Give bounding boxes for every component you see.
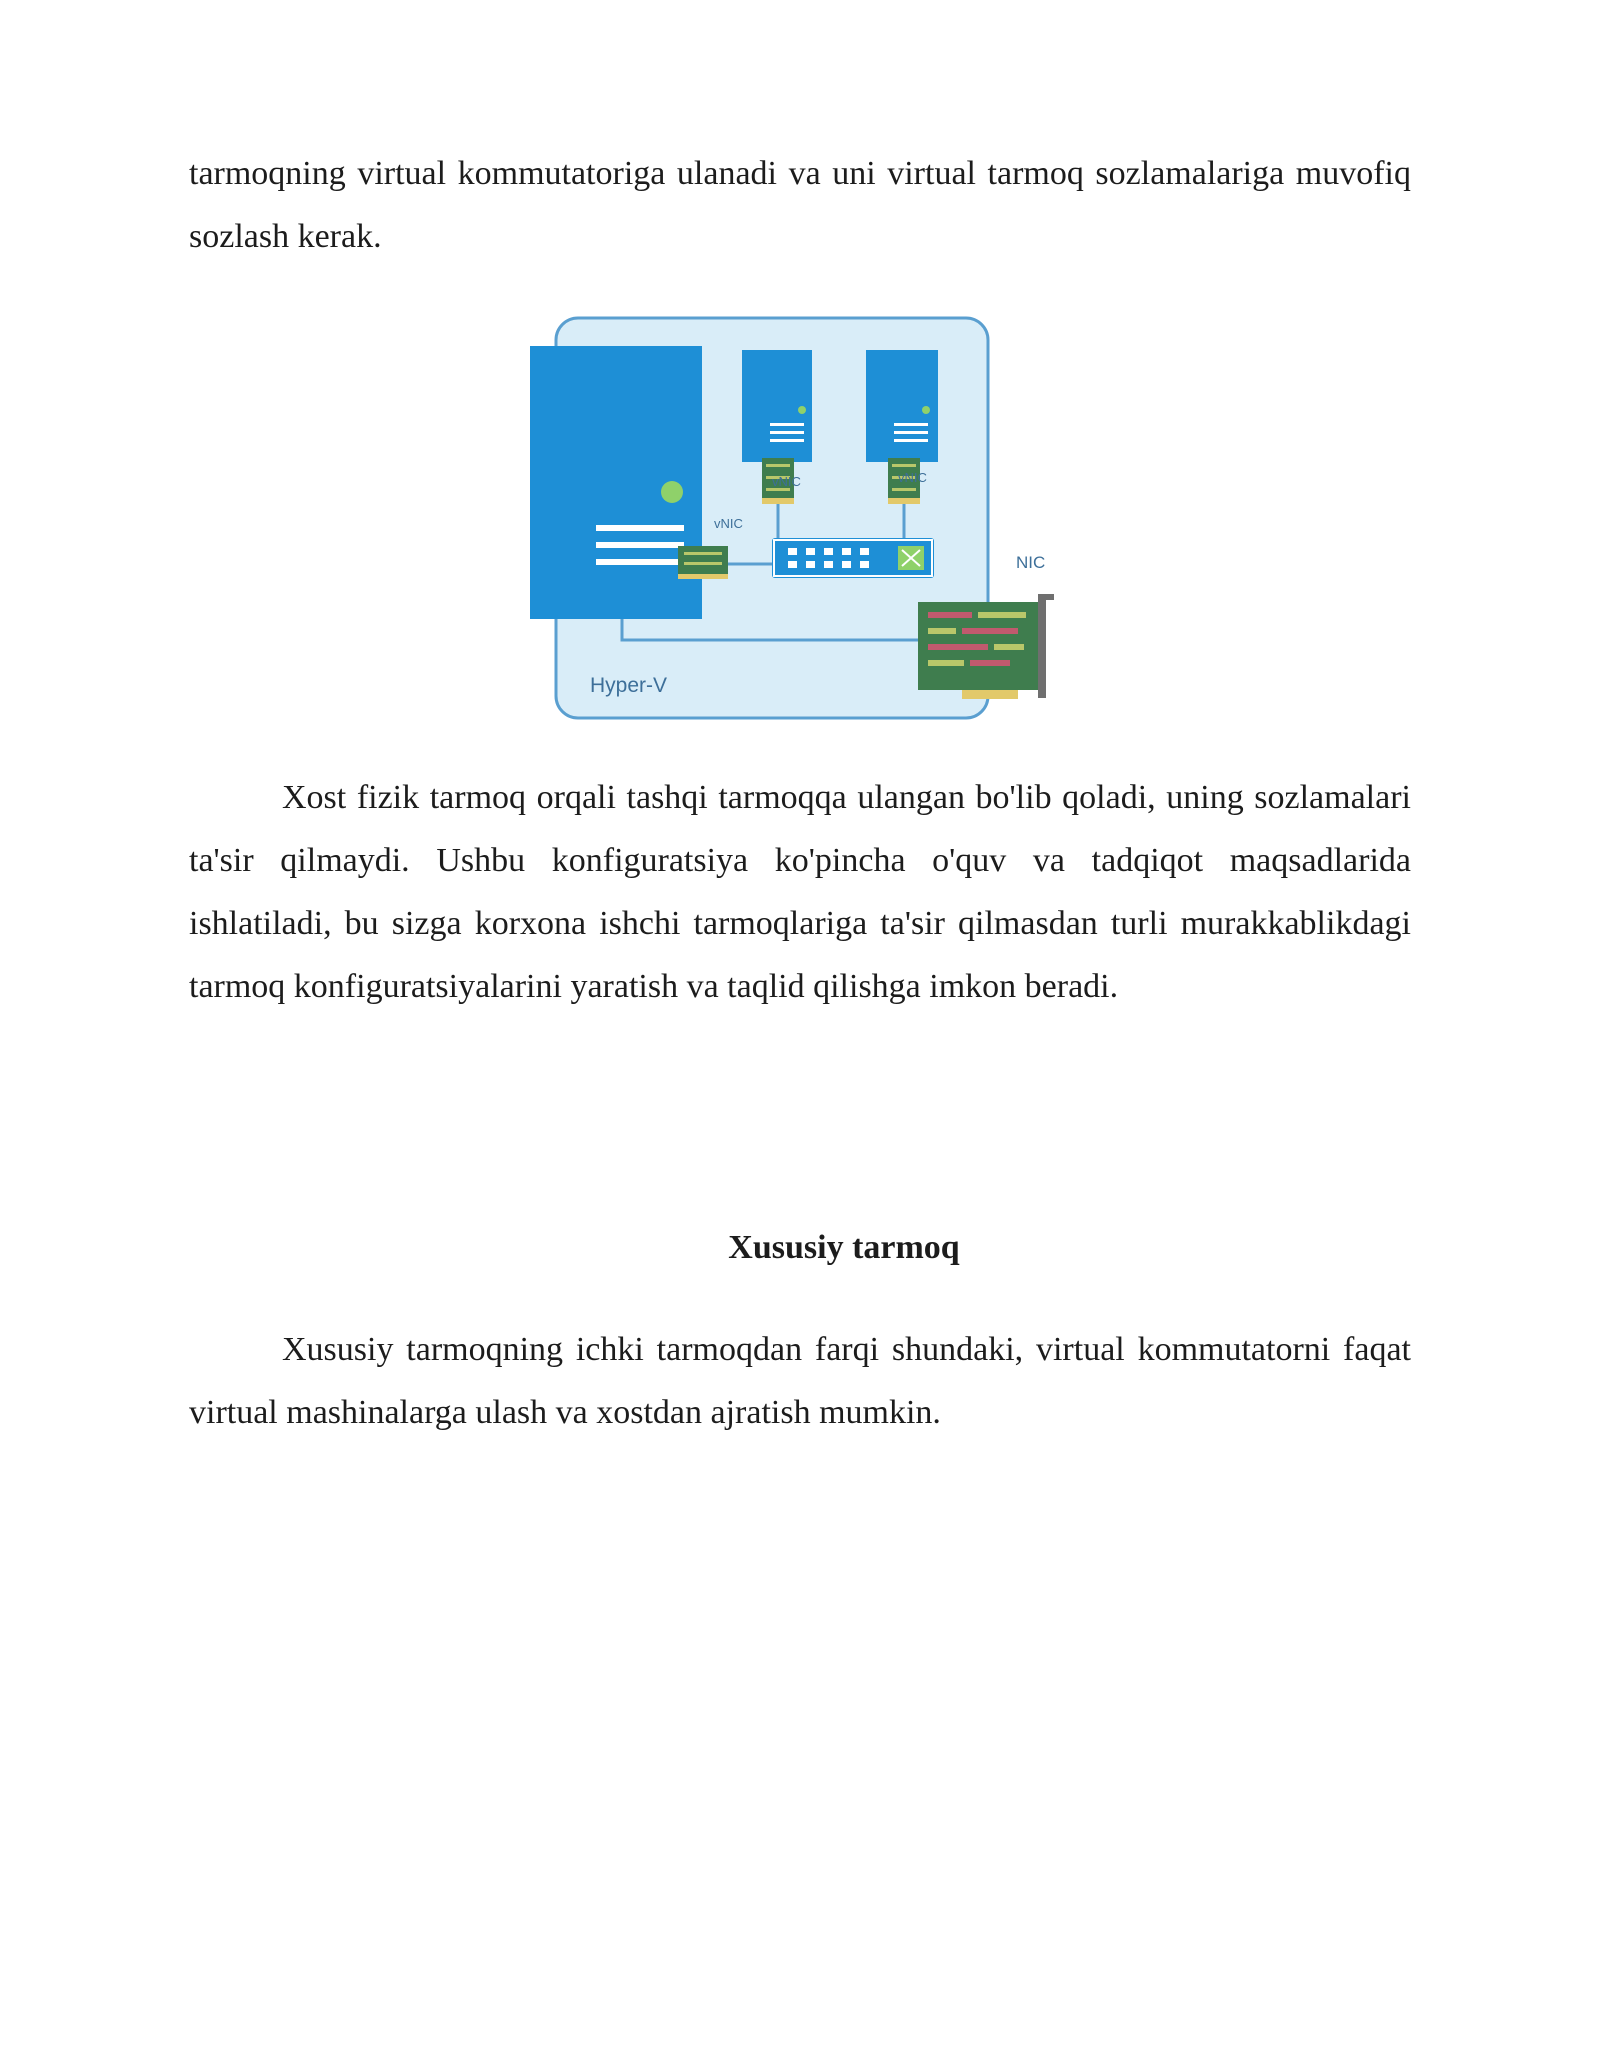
vnic-label: vNIC: [772, 474, 801, 489]
virtual-machine-icon: [742, 350, 812, 462]
hyper-v-label: Hyper-V: [590, 674, 668, 697]
virtual-machine-icon: [866, 350, 938, 462]
hyper-v-network-diagram: [526, 310, 1064, 728]
paragraph-private-network: Xususiy tarmoqning ichki tarmoqdan farqi shundaki, virtual kommutatorni faqat virtual mashinalarga ulash va xostdan ajratish mumkin.: [189, 1331, 1411, 1431]
paragraph-intro: tarmoqning virtual kommutatoriga ulanadi va uni virtual tarmoq sozlamalariga muvofiq sozlash kerak.: [189, 155, 1411, 255]
paragraph-external-network: Xost fizik tarmoq orqali tashqi tarmoqqa ulangan bo'lib qoladi, uning sozlamalari ta'sir qilmaydi. Ushbu konfiguratsiya ko'pincha o'quv va tadqiqot maqsadlarida ishlatiladi, bu sizga korxona ishchi tarmoqlariga ta'sir qilmasdan turli murakkablikdagi tarmoq konfiguratsiyalarini yaratish va taqlid qilishga imkon beradi.: [189, 779, 1411, 1005]
section-heading: Xususiy tarmoq: [728, 1229, 960, 1266]
vnic-card-icon: [678, 546, 728, 579]
nic-card-icon: [918, 594, 1054, 699]
host-server-icon: [530, 346, 702, 619]
diagram-svg: [526, 310, 1064, 728]
virtual-switch-icon: [772, 538, 934, 578]
nic-label: NIC: [1016, 553, 1046, 572]
vnic-label: vNIC: [898, 470, 927, 485]
vnic-label: vNIC: [714, 516, 743, 531]
